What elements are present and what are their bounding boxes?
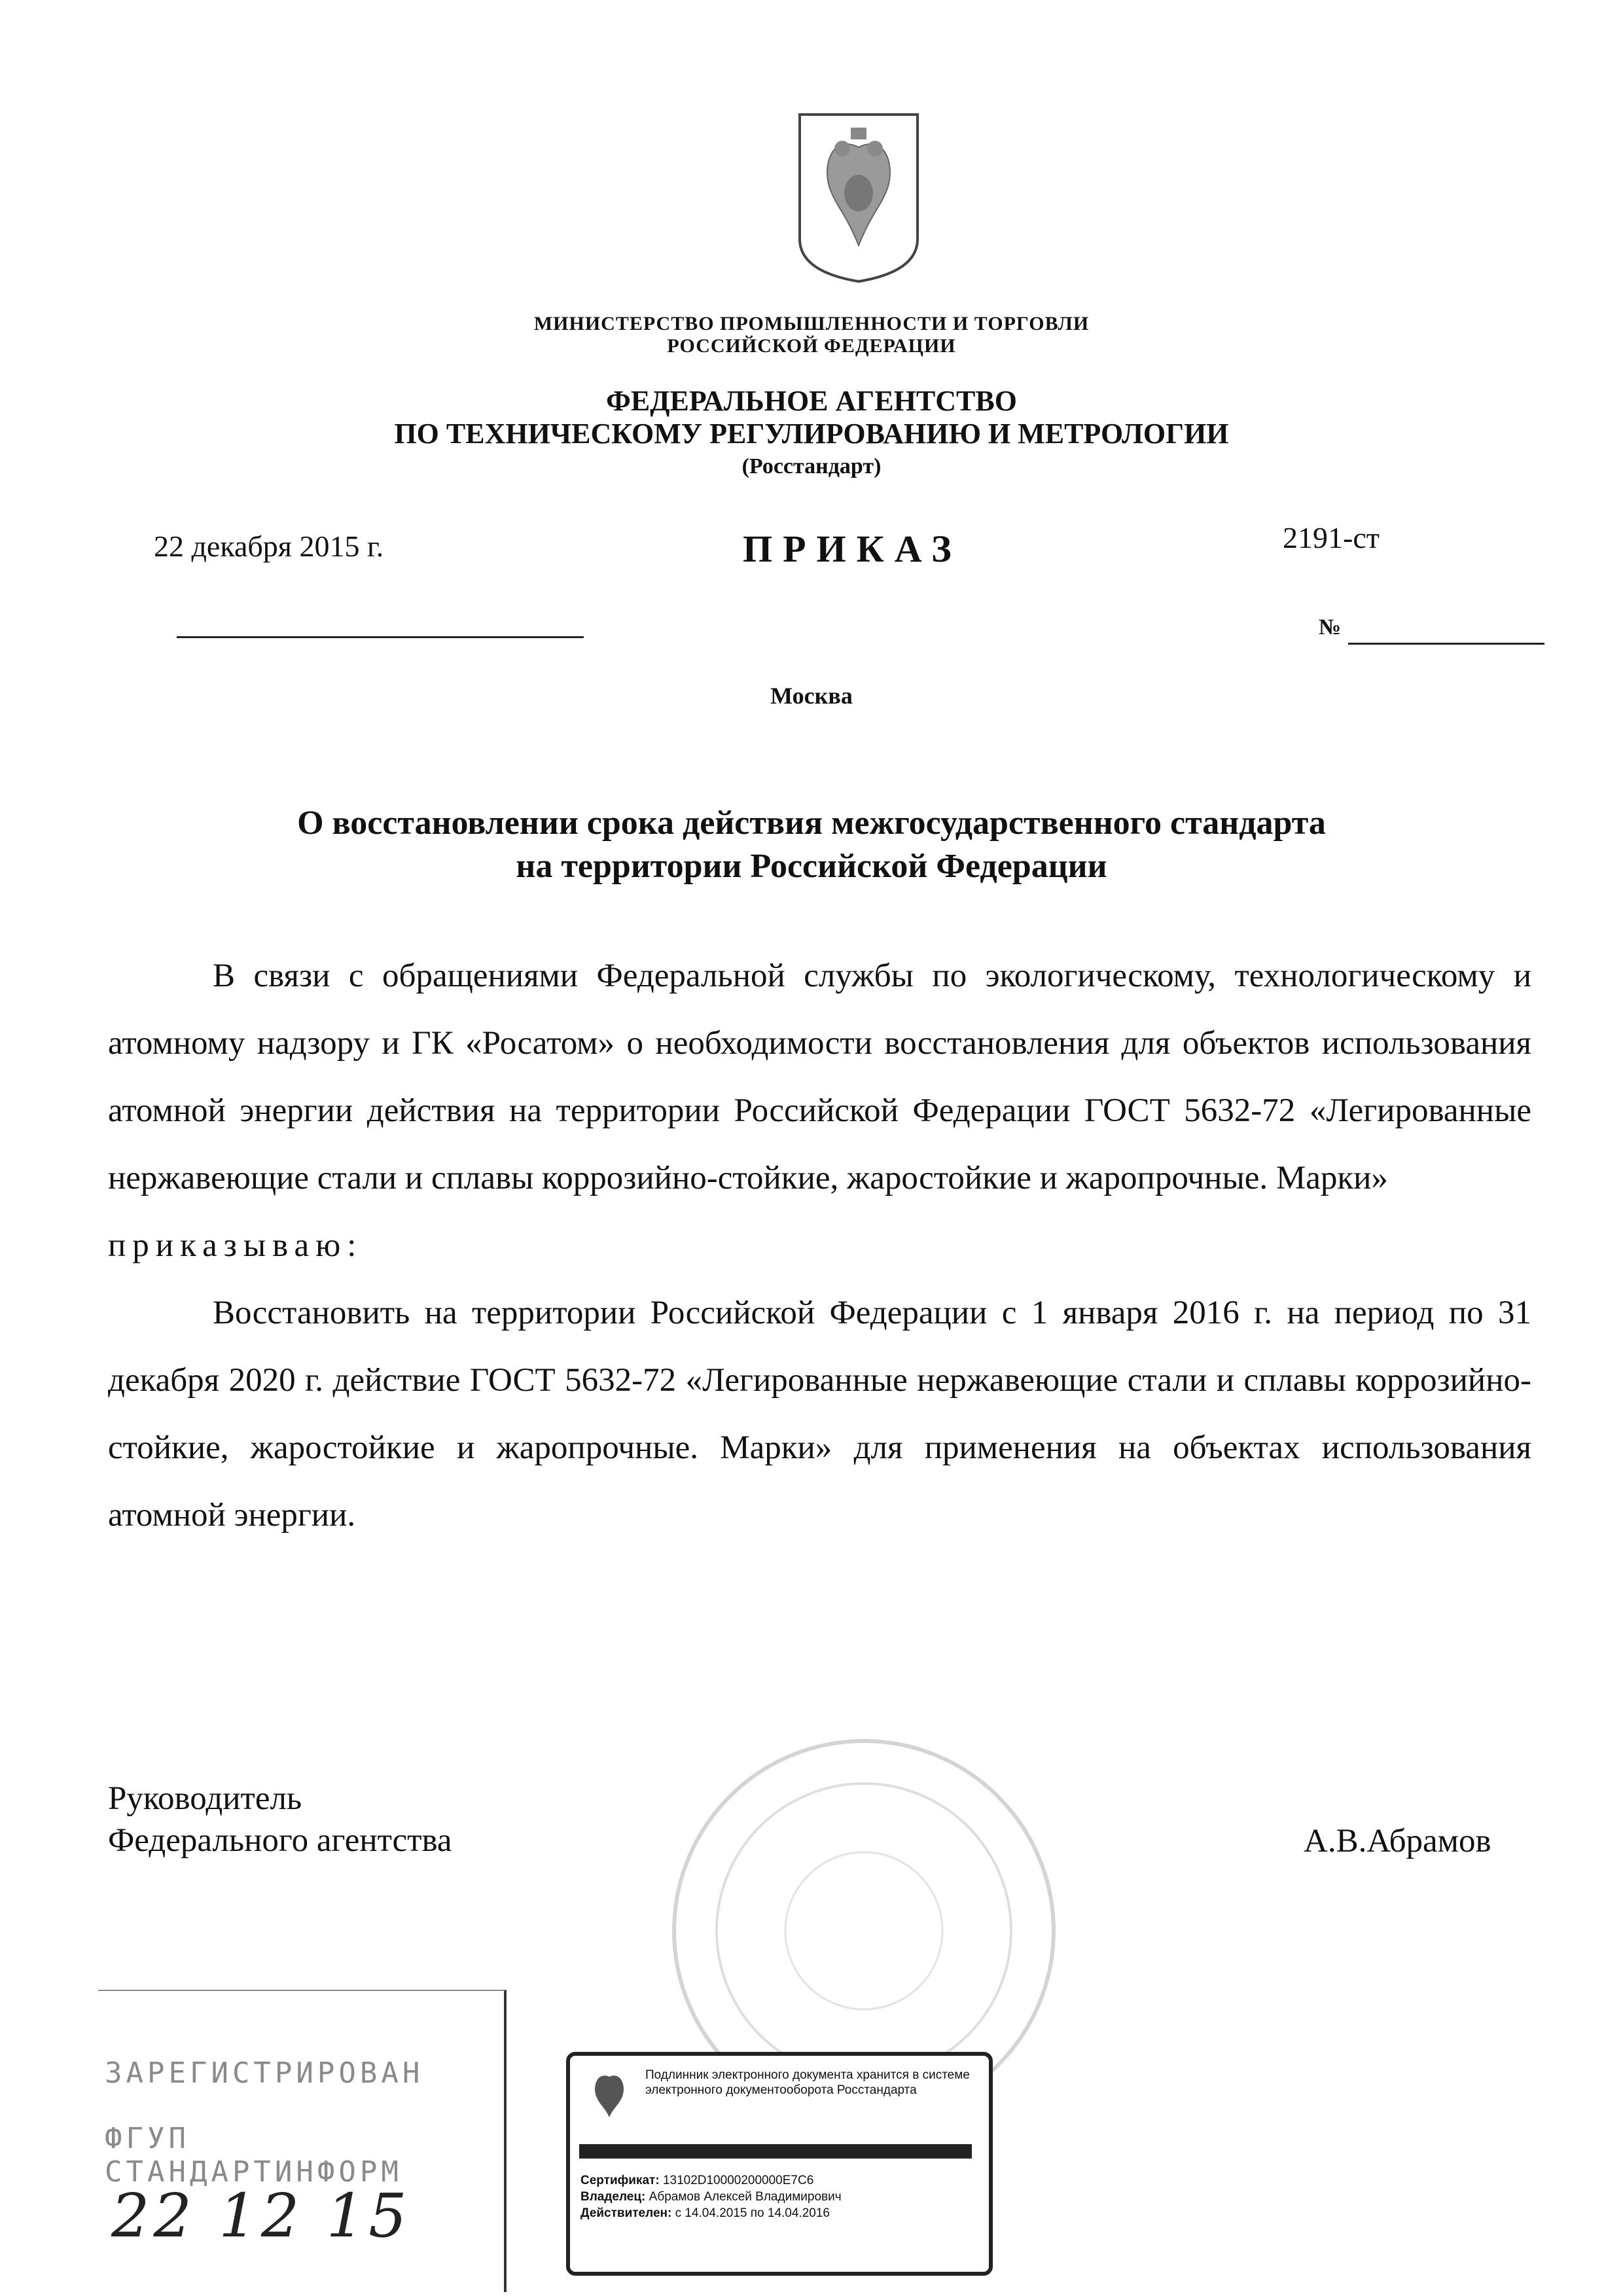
electronic-signature-stamp: [566, 2052, 993, 2276]
emblem-icon: [583, 2069, 635, 2121]
registration-stamp-line1: ЗАРЕГИСТРИРОВАН: [105, 2056, 424, 2090]
registration-stamp-line2: ФГУП СТАНДАРТИНФОРМ: [105, 2122, 402, 2189]
signer-position: [108, 1778, 452, 1861]
order-body: [108, 942, 1531, 1549]
order-title-line2: на территории Российской Федерации: [516, 848, 1107, 885]
coat-of-arms-emblem: [793, 108, 924, 285]
command-word: приказываю:: [108, 1227, 363, 1264]
order-title: [0, 802, 1623, 888]
number-underline: [1348, 643, 1544, 645]
owner-label: Владелец:: [580, 2190, 646, 2204]
registration-handwritten-date: 22 12 15: [111, 2181, 411, 2251]
electronic-signature-text: Подлинник электронного документа хранится в системе электронного документооборота Росстандарта: [645, 2068, 970, 2097]
order-title-line1: О восстановлении срока действия межгосударственного стандарта: [297, 804, 1326, 842]
body-paragraph-1: В связи с обращениями Федеральной службы по экологическому, технологическому и атомному надзору и ГК «Росатом» о необходимости восстановления для объектов использования атомной энергии действия на территории Российской Федерации ГОСТ 5632-72 «Легированные нержавеющие стали и сплавы коррозийно-стойкие, жаростойкие и жаропрочные. Марки»: [108, 958, 1531, 1196]
document-type-title: ПРИКАЗ: [743, 528, 962, 570]
order-date: 22 декабря 2015 г.: [154, 529, 384, 563]
cert-label: Сертификат:: [580, 2174, 660, 2187]
signer-position-line2: Федерального агентства: [108, 1822, 452, 1859]
agency-line2: ПО ТЕХНИЧЕСКОМУ РЕГУЛИРОВАНИЮ И МЕТРОЛОГИИ: [394, 418, 1229, 450]
city: Москва: [770, 683, 853, 709]
order-number: 2191-ст: [1283, 521, 1380, 554]
ministry-line1: МИНИСТЕРСТВО ПРОМЫШЛЕННОСТИ И ТОРГОВЛИ: [533, 313, 1090, 334]
agency-line1: ФЕДЕРАЛЬНОЕ АГЕНТСТВО: [606, 385, 1017, 417]
valid-value: с 14.04.2015 по 14.04.2016: [675, 2206, 830, 2220]
signer-name: А.В.Абрамов: [1304, 1823, 1491, 1859]
owner-value: Абрамов Алексей Владимирович: [649, 2190, 842, 2204]
electronic-signature-divider: [579, 2144, 972, 2159]
ministry-name: [0, 313, 1623, 357]
body-paragraph-2: Восстановить на территории Российской Федерации с 1 января 2016 г. на период по 31 декабря 2020 г. действие ГОСТ 5632-72 «Легированные нержавеющие стали и сплавы коррозийно-стойкие, жаростойкие и жаропрочные. Марки» для применения на объектах использования атомной энергии.: [108, 1295, 1531, 1534]
registration-stamp: [98, 1990, 507, 2292]
cert-value: 13102D10000200000E7C6: [662, 2174, 814, 2187]
electronic-signature-details: [580, 2172, 973, 2221]
date-underline: [177, 636, 584, 638]
signer-position-line1: Руководитель: [108, 1780, 302, 1817]
valid-label: Действителен:: [580, 2206, 672, 2220]
agency-name: [0, 385, 1623, 483]
ministry-line2: РОССИЙСКОЙ ФЕДЕРАЦИИ: [667, 335, 956, 357]
number-sign: №: [1319, 615, 1342, 639]
agency-abbreviation: (Росстандарт): [741, 454, 882, 478]
